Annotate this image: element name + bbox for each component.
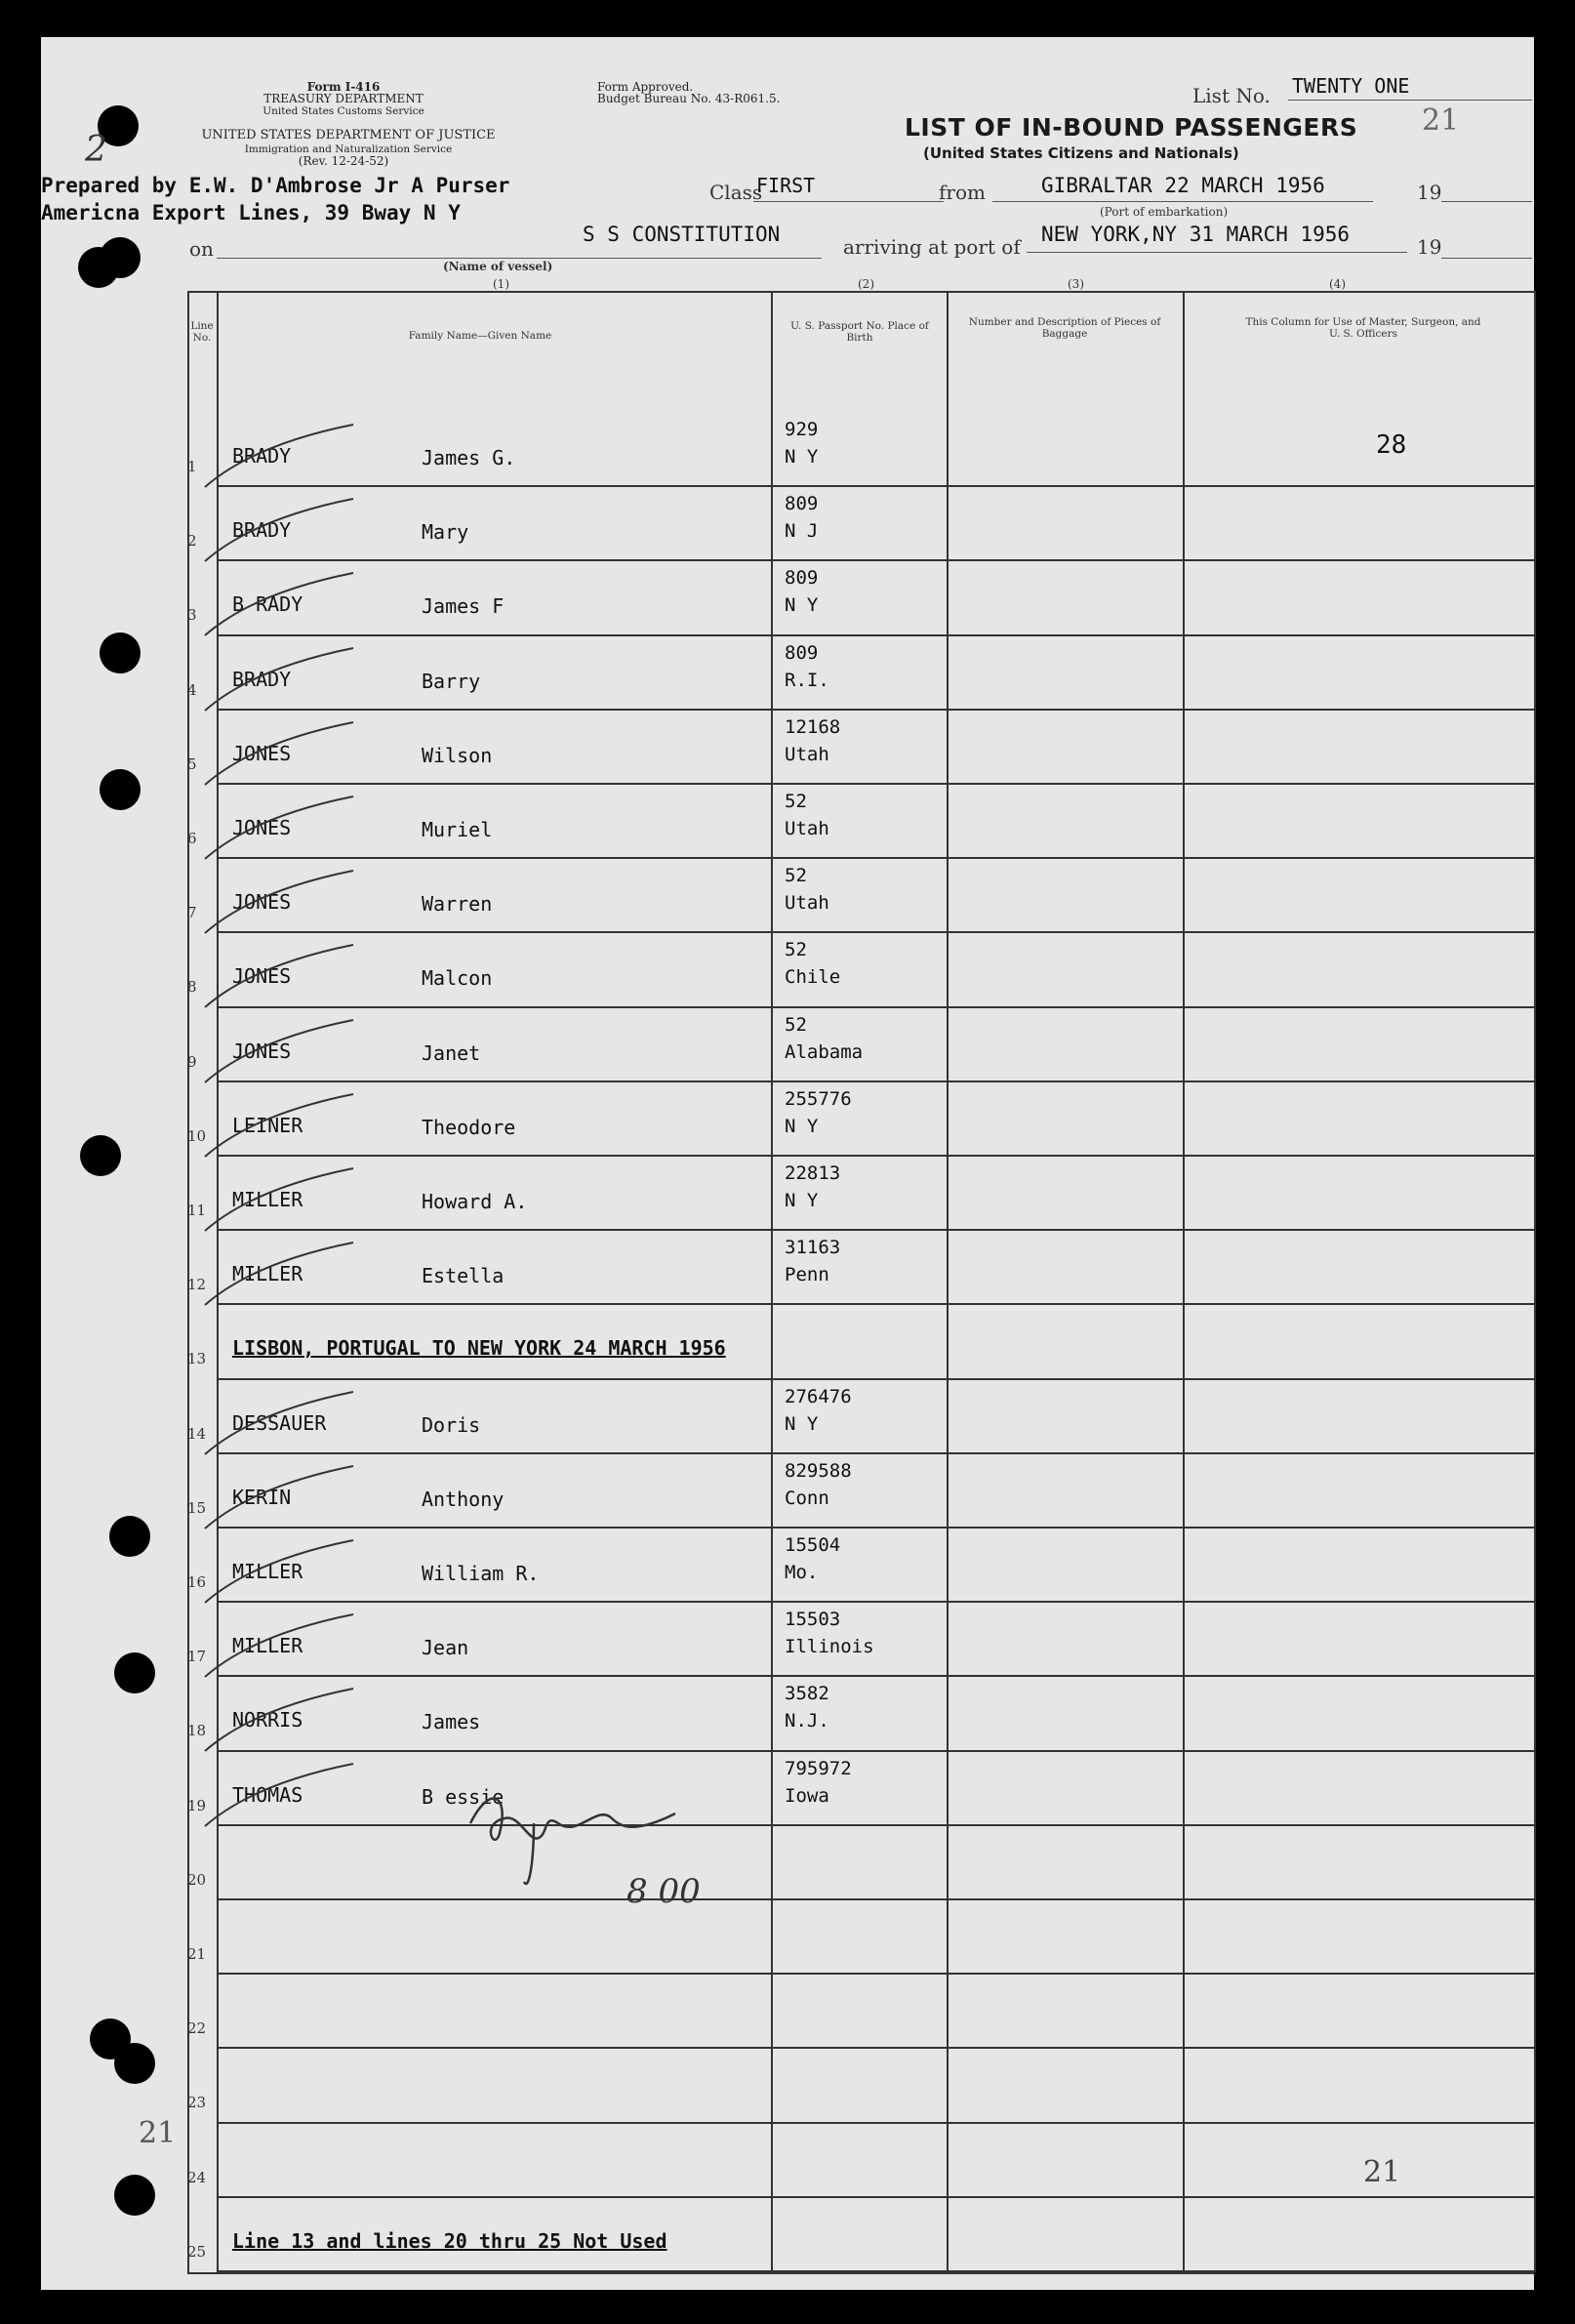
line-number: 19 bbox=[187, 1796, 207, 1814]
birth-place: Utah bbox=[785, 892, 829, 915]
row-divider bbox=[217, 1452, 1534, 1454]
line-number: 12 bbox=[187, 1276, 207, 1294]
port-embark-caption: (Port of embarkation) bbox=[1100, 205, 1229, 219]
check-mark bbox=[197, 421, 412, 499]
birth-place: R.I. bbox=[785, 669, 829, 691]
header-officers: This Column for Use of Master, Surgeon, and U. S. Officers bbox=[1245, 316, 1481, 340]
form-approved: Form Approved. bbox=[597, 80, 694, 94]
budget-bureau: Budget Bureau No. 43-R061.5. bbox=[597, 92, 781, 105]
family-name: JONES bbox=[232, 816, 292, 839]
line-number: 1 bbox=[187, 458, 197, 475]
passport-number: 3582 bbox=[785, 1683, 829, 1705]
row-divider bbox=[217, 1155, 1534, 1157]
punch-hole bbox=[109, 1516, 150, 1557]
prepared-by: Prepared by E.W. D'Ambrose Jr A Purser bbox=[41, 174, 510, 197]
family-name: MILLER bbox=[232, 1634, 303, 1658]
passport-number: 12168 bbox=[785, 715, 841, 738]
line-number: 8 bbox=[187, 978, 197, 997]
family-name: BRADY bbox=[232, 444, 292, 468]
passport-number: 15503 bbox=[785, 1609, 841, 1631]
given-name: Janet bbox=[422, 1040, 481, 1065]
row-divider bbox=[217, 2122, 1534, 2124]
passport-number: 22813 bbox=[785, 1162, 841, 1184]
col-divider bbox=[947, 291, 949, 2272]
prepared-address: Americna Export Lines, 39 Bway N Y bbox=[41, 201, 461, 224]
line-number: 23 bbox=[187, 2094, 207, 2112]
bottom-stamp: 21 bbox=[1363, 2155, 1401, 2189]
birth-place: Alabama bbox=[785, 1040, 864, 1063]
row-divider bbox=[217, 1378, 1534, 1380]
check-mark bbox=[197, 1760, 412, 1838]
form-title: LIST OF IN-BOUND PASSENGERS bbox=[905, 113, 1358, 142]
birth-place: Iowa bbox=[785, 1784, 829, 1807]
punch-hole bbox=[114, 2175, 155, 2216]
given-name: Muriel bbox=[422, 818, 493, 841]
row-divider bbox=[217, 1973, 1534, 1975]
row-divider bbox=[217, 857, 1534, 859]
given-name: Mary bbox=[422, 520, 469, 545]
given-name: James bbox=[422, 1710, 481, 1734]
line-number: 11 bbox=[187, 1202, 207, 1219]
line-number: 15 bbox=[187, 1498, 207, 1517]
given-name: William R. bbox=[422, 1562, 540, 1585]
arriving-label: arriving at port of bbox=[843, 235, 1021, 259]
list-no-hand: 21 bbox=[1422, 103, 1460, 138]
birth-place: Chile bbox=[785, 966, 841, 989]
handwritten-note: 8 00 bbox=[626, 1872, 701, 1911]
vessel-underline bbox=[217, 258, 822, 259]
row-divider bbox=[217, 1527, 1534, 1529]
line-number: 21 bbox=[187, 1945, 207, 1963]
line-number: 25 bbox=[187, 2242, 207, 2261]
check-mark bbox=[197, 867, 412, 945]
manifest-page bbox=[41, 37, 1534, 2290]
family-name: BRADY bbox=[232, 518, 292, 543]
punch-hole bbox=[100, 769, 141, 810]
given-name: Wilson bbox=[422, 743, 493, 767]
check-mark bbox=[197, 718, 412, 796]
check-mark bbox=[197, 941, 412, 1019]
row-divider bbox=[217, 931, 1534, 933]
row-divider bbox=[217, 1601, 1534, 1603]
on-label: on bbox=[189, 237, 214, 261]
family-name: NORRIS bbox=[232, 1708, 303, 1733]
year-underline-1 bbox=[1441, 201, 1532, 202]
passport-number: 809 bbox=[785, 567, 819, 590]
col-num-3: (3) bbox=[1068, 277, 1084, 291]
list-no-underline bbox=[1288, 100, 1532, 101]
line-number: 17 bbox=[187, 1648, 207, 1666]
passport-number: 52 bbox=[785, 791, 807, 812]
class-value: FIRST bbox=[756, 174, 816, 197]
customs-service: United States Customs Service bbox=[262, 105, 424, 117]
class-label: Class bbox=[709, 181, 763, 204]
punch-hole bbox=[100, 237, 141, 278]
family-name: MILLER bbox=[232, 1188, 303, 1211]
line-number: 20 bbox=[187, 1870, 207, 1889]
punch-hole bbox=[114, 1652, 155, 1693]
family-name: LEINER bbox=[232, 1113, 303, 1137]
arriving-underline bbox=[1027, 252, 1407, 253]
family-name: B RADY bbox=[232, 592, 303, 617]
col-num-4: (4) bbox=[1329, 277, 1346, 291]
col-num-2: (2) bbox=[858, 277, 874, 291]
list-no-label: List No. bbox=[1192, 84, 1271, 107]
punch-hole bbox=[80, 1135, 121, 1176]
class-underline bbox=[753, 201, 944, 202]
from-underline bbox=[992, 201, 1373, 202]
check-mark bbox=[197, 793, 412, 871]
list-no-value: TWENTY ONE bbox=[1292, 74, 1410, 98]
family-name: JONES bbox=[232, 964, 292, 989]
check-mark bbox=[197, 569, 412, 647]
passport-number: 31163 bbox=[785, 1237, 841, 1259]
line-number: 14 bbox=[187, 1424, 207, 1443]
passport-number: 929 bbox=[785, 419, 819, 440]
table-bottom-border bbox=[187, 2272, 1534, 2274]
vessel-caption: (Name of vessel) bbox=[443, 260, 553, 273]
row-divider bbox=[217, 2196, 1534, 2198]
row-divider bbox=[217, 1080, 1534, 1082]
line-number: 2 bbox=[187, 532, 197, 550]
birth-place: Utah bbox=[785, 743, 829, 765]
line-number: 9 bbox=[187, 1052, 197, 1071]
header-line-no: Line No. bbox=[190, 320, 214, 344]
form-subtitle: (United States Citizens and Nationals) bbox=[923, 144, 1239, 162]
row-divider bbox=[217, 783, 1534, 785]
check-mark bbox=[197, 495, 412, 573]
given-name: James F bbox=[422, 594, 505, 619]
justice-dept: UNITED STATES DEPARTMENT OF JUSTICE bbox=[201, 128, 496, 143]
row-divider bbox=[217, 2047, 1534, 2049]
row-divider bbox=[217, 559, 1534, 561]
family-name: JONES bbox=[232, 890, 292, 915]
form-number: Form I-416 bbox=[306, 80, 381, 94]
given-name: Barry bbox=[422, 669, 481, 693]
family-name: JONES bbox=[232, 741, 292, 765]
family-name: JONES bbox=[232, 1039, 292, 1063]
passport-number: 795972 bbox=[785, 1757, 852, 1779]
birth-place: Mo. bbox=[785, 1562, 819, 1583]
officer-note: 28 bbox=[1376, 430, 1407, 460]
row-divider bbox=[217, 1675, 1534, 1677]
birth-place: Illinois bbox=[785, 1636, 874, 1658]
check-mark bbox=[197, 1090, 412, 1168]
header-name: Family Name—Given Name bbox=[408, 330, 552, 342]
family-name: KERIN bbox=[232, 1485, 292, 1509]
given-name: Howard A. bbox=[422, 1190, 528, 1213]
treasury-dept: TREASURY DEPARTMENT bbox=[263, 92, 424, 105]
row-divider bbox=[217, 634, 1534, 636]
check-mark bbox=[197, 1239, 412, 1317]
ins-service: Immigration and Naturalization Service bbox=[244, 143, 453, 155]
family-name: BRADY bbox=[232, 667, 292, 691]
given-name: Jean bbox=[422, 1636, 469, 1660]
punch-hole bbox=[114, 2043, 155, 2084]
row-divider bbox=[217, 1006, 1534, 1008]
from-label: from bbox=[939, 181, 986, 204]
given-name: James G. bbox=[422, 446, 516, 469]
check-mark bbox=[197, 1164, 412, 1243]
passenger-table bbox=[187, 291, 1534, 2272]
table-top-border bbox=[187, 291, 1534, 293]
year-label-1: 19 bbox=[1417, 181, 1442, 204]
row-divider bbox=[217, 2270, 1534, 2272]
col-divider bbox=[771, 291, 773, 2272]
line-number: 16 bbox=[187, 1573, 207, 1591]
passport-number: 15504 bbox=[785, 1534, 841, 1556]
section-note: LISBON, PORTUGAL TO NEW YORK 24 MARCH 1956 bbox=[232, 1336, 726, 1361]
line-number: 24 bbox=[187, 2168, 207, 2186]
header-baggage: Number and Description of Pieces of Baggage bbox=[968, 316, 1161, 340]
passport-number: 52 bbox=[785, 865, 807, 887]
family-name: THOMAS bbox=[232, 1782, 303, 1807]
row-divider bbox=[217, 709, 1534, 711]
birth-place: N J bbox=[785, 520, 819, 543]
margin-mark: 21 bbox=[139, 2116, 177, 2150]
row-divider bbox=[217, 1229, 1534, 1231]
check-mark bbox=[197, 1536, 412, 1614]
given-name: Doris bbox=[422, 1412, 481, 1437]
line-number: 10 bbox=[187, 1126, 207, 1145]
check-mark bbox=[197, 1610, 412, 1689]
passport-number: 52 bbox=[785, 939, 807, 961]
row-divider bbox=[217, 1303, 1534, 1305]
section-note: Line 13 and lines 20 thru 25 Not Used bbox=[232, 2228, 667, 2253]
line-number: 18 bbox=[187, 1722, 207, 1740]
birth-place: N Y bbox=[785, 594, 819, 617]
family-name: MILLER bbox=[232, 1262, 303, 1286]
from-value: GIBRALTAR 22 MARCH 1956 bbox=[1041, 174, 1325, 197]
year-underline-2 bbox=[1441, 258, 1532, 259]
col-divider bbox=[1534, 291, 1536, 2272]
vessel-name: S S CONSTITUTION bbox=[583, 223, 781, 246]
row-divider bbox=[217, 1750, 1534, 1752]
passport-number: 276476 bbox=[785, 1385, 852, 1407]
check-mark bbox=[197, 644, 412, 722]
birth-place: N.J. bbox=[785, 1710, 829, 1733]
check-mark bbox=[197, 1016, 412, 1094]
line-number: 5 bbox=[187, 754, 197, 773]
hand-mark-top: 2 bbox=[85, 130, 107, 170]
birth-place: N Y bbox=[785, 1190, 819, 1211]
given-name: Malcon bbox=[422, 966, 493, 991]
line-number: 6 bbox=[187, 830, 197, 847]
family-name: MILLER bbox=[232, 1560, 303, 1583]
line-number: 3 bbox=[187, 606, 197, 625]
row-divider bbox=[217, 1824, 1534, 1826]
punch-hole bbox=[100, 632, 141, 673]
given-name: Estella bbox=[422, 1264, 505, 1288]
row-divider bbox=[217, 1898, 1534, 1900]
arriving-value: NEW YORK,NY 31 MARCH 1956 bbox=[1041, 223, 1351, 246]
passport-number: 829588 bbox=[785, 1459, 852, 1482]
line-number: 4 bbox=[187, 680, 197, 699]
line-number: 13 bbox=[187, 1350, 207, 1368]
year-label-2: 19 bbox=[1417, 235, 1442, 259]
given-name: B essie bbox=[422, 1784, 505, 1809]
birth-place: N Y bbox=[785, 1115, 819, 1137]
check-mark bbox=[197, 1388, 412, 1466]
check-mark bbox=[197, 1462, 412, 1540]
col-num-1: (1) bbox=[493, 277, 509, 291]
row-divider bbox=[217, 485, 1534, 487]
line-number: 22 bbox=[187, 2019, 207, 2038]
passport-number: 255776 bbox=[785, 1087, 852, 1110]
revision-date: (Rev. 12-24-52) bbox=[298, 154, 389, 168]
header-passport: U. S. Passport No. Place of Birth bbox=[790, 320, 929, 344]
birth-place: Conn bbox=[785, 1487, 829, 1509]
birth-place: Utah bbox=[785, 818, 829, 839]
passport-number: 809 bbox=[785, 493, 819, 515]
col-divider bbox=[1183, 291, 1185, 2272]
birth-place: Penn bbox=[785, 1264, 829, 1286]
passport-number: 809 bbox=[785, 641, 819, 664]
given-name: Anthony bbox=[422, 1487, 505, 1511]
given-name: Theodore bbox=[422, 1115, 516, 1139]
line-number: 7 bbox=[187, 904, 197, 922]
birth-place: N Y bbox=[785, 1412, 819, 1435]
given-name: Warren bbox=[422, 892, 493, 917]
passport-number: 52 bbox=[785, 1013, 807, 1036]
check-mark bbox=[197, 1685, 412, 1763]
birth-place: N Y bbox=[785, 446, 819, 468]
family-name: DESSAUER bbox=[232, 1410, 327, 1435]
